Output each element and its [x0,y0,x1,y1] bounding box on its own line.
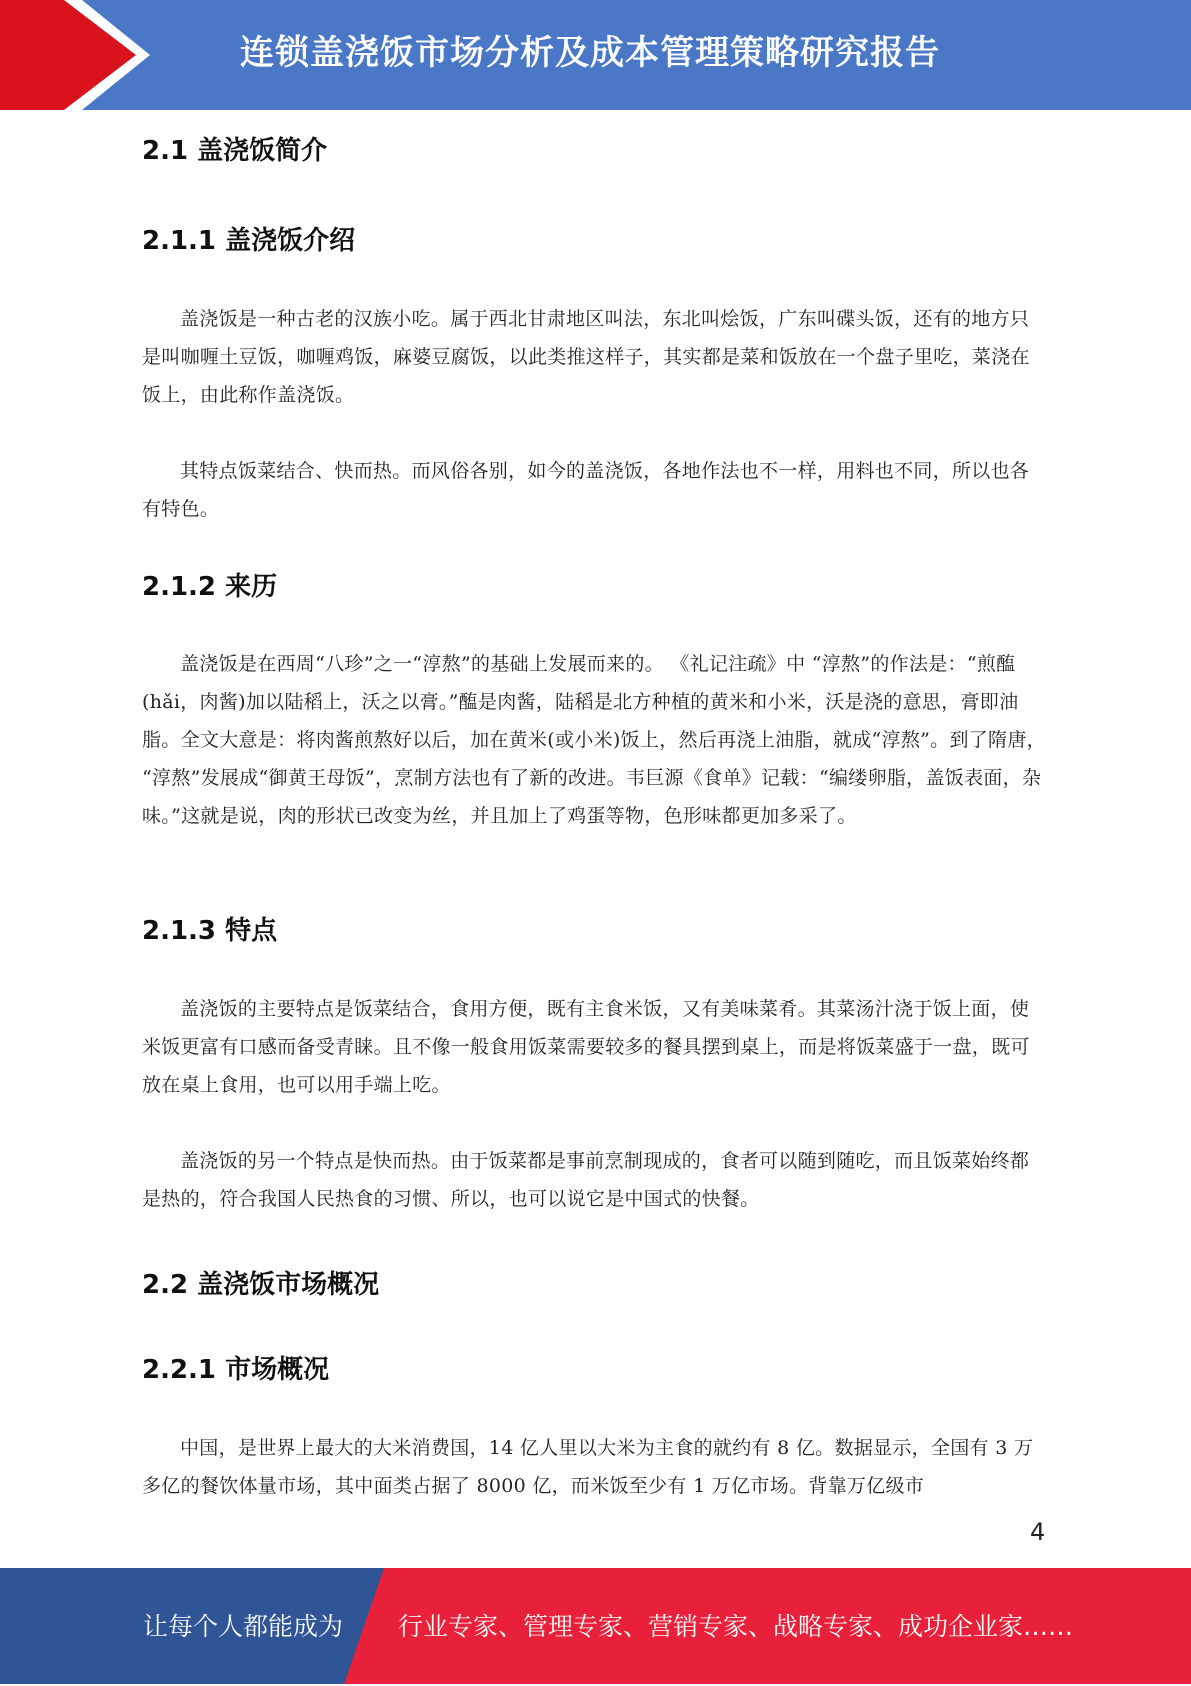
report-title: 连锁盖浇饭市场分析及成本管理策略研究报告 [240,33,940,73]
page-number: 4 [1030,1518,1046,1546]
footer-slogan-left: 让每个人都能成为 [143,1612,344,1641]
paragraph: 其特点饭菜结合、快而热。而风俗各别，如今的盖浇饭，各地作法也不一样，用料也不同，所以也各有特色。 [142,460,1030,520]
section-heading-2-2-1: 2.2.1 市场概况 [142,1355,330,1385]
paragraph: 盖浇饭是一种古老的汉族小吃。属于西北甘肃地区叫法，东北叫烩饭，广东叫碟头饭，还有的地方只是叫咖喱土豆饭，咖喱鸡饭，麻婆豆腐饭，以此类推这样子，其实都是菜和饭放在一个盘子里吃，菜浇在饭上，由此称作盖浇饭。 [142,308,1030,406]
header-arrow-decoration [0,0,160,110]
footer-slogan-right: 行业专家、管理专家、营销专家、战略专家、成功企业家…… [398,1612,1074,1641]
paragraph: 盖浇饭的另一个特点是快而热。由于饭菜都是事前烹制现成的，食者可以随到随吃，而且饭菜始终都是热的，符合我国人民热食的习惯、所以，也可以说它是中国式的快餐。 [142,1150,1030,1210]
page-footer [0,1568,1191,1684]
paragraph: 盖浇饭的主要特点是饭菜结合，食用方便，既有主食米饭，又有美味菜肴。其菜汤汁浇于饭上面，使米饭更富有口感而备受青睐。且不像一般食用饭菜需要较多的餐具摆到桌上，而是将饭菜盛于一盘，既可放在桌上食用，也可以用手端上吃。 [142,998,1030,1096]
section-heading-2-1-1: 2.1.1 盖浇饭介绍 [142,226,356,256]
page-header [0,0,1191,110]
section-heading-2-1-3: 2.1.3 特点 [142,916,278,946]
paragraph: 盖浇饭是在西周“八珍”之一“淳熬”的基础上发展而来的。 《礼记注疏》中 “淳熬”的作法是：“煎醢(hǎi，肉酱)加以陆稻上，沃之以膏。”醢是肉酱，陆稻是北方种植的黄米和小米，沃是浇的意思，膏即油脂。全文大意是：将肉酱煎熬好以后，加在黄米(或小米)饭上，然后再浇上油脂，就成“淳熬”。到了隋唐， “淳熬”发展成“御黄王母饭”，烹制方法也有了新的改进。韦巨源《食单》记载：“编缕卵脂，盖饭表面，杂味。”这就是说，肉的形状已改变为丝，并且加上了鸡蛋等物，色形味都更加多采了。 [142,653,1046,827]
section-heading-2-1-2: 2.1.2 来历 [142,572,278,602]
paragraph: 中国，是世界上最大的大米消费国，14 亿人里以大米为主食的就约有 8 亿。数据显示，全国有 3 万多亿的餐饮体量市场，其中面类占据了 8000 亿，而米饭至少有 1 万亿市场。背靠万亿级市 [142,1437,1034,1497]
section-heading-2-1: 2.1 盖浇饭简介 [142,136,328,166]
section-heading-2-2: 2.2 盖浇饭市场概况 [142,1270,380,1300]
